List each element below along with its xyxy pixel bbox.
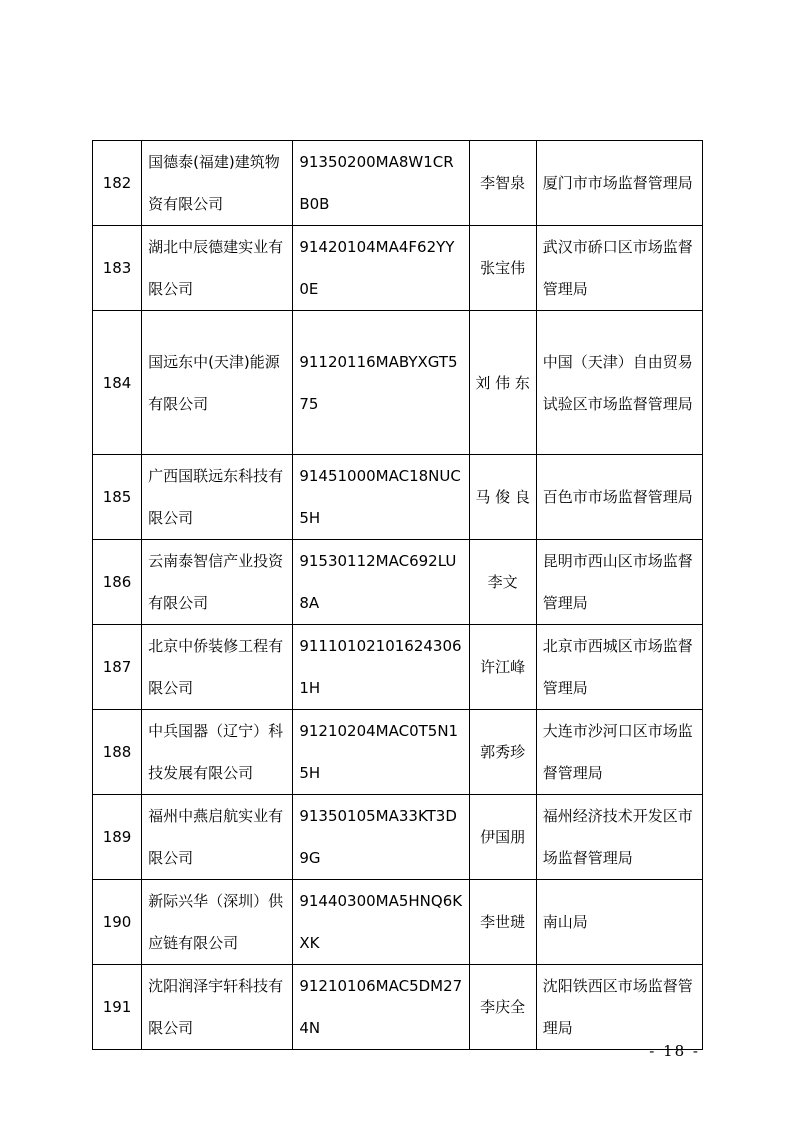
table-row	[93, 880, 703, 965]
table-row	[93, 625, 703, 710]
table-row	[93, 311, 703, 455]
legal-person: 李世琎	[480, 913, 526, 931]
registration-agency: 南山局	[542, 913, 588, 931]
registration-agency: 中国（天津）自由贸易试验区市场监督管理局	[542, 352, 693, 413]
registration-agency: 武汉市硚口区市场监督管理局	[542, 238, 693, 298]
table-row	[93, 965, 703, 1050]
row-number: 188	[93, 710, 142, 795]
legal-person: 李庆全	[480, 998, 526, 1016]
credit-code: 91350105MA33KT3D9G	[299, 807, 457, 867]
company-name: 北京中侨装修工程有限公司	[148, 637, 284, 697]
company-name: 新际兴华（深圳）供应链有限公司	[148, 892, 284, 952]
table-row	[93, 226, 703, 311]
legal-person: 李文	[487, 573, 518, 591]
legal-person: 张宝伟	[480, 259, 526, 277]
credit-code: 91451000MAC18NUC5H	[299, 467, 461, 527]
page-number: - 18 -	[649, 1042, 700, 1060]
company-name: 国远东中(天津)能源有限公司	[148, 352, 280, 413]
registration-agency: 大连市沙河口区市场监督管理局	[542, 722, 693, 782]
row-number: 187	[93, 625, 142, 710]
registration-agency: 百色市市场监督管理局	[542, 488, 693, 506]
row-number: 186	[93, 540, 142, 625]
row-number: 189	[93, 795, 142, 880]
row-number: 183	[93, 226, 142, 311]
company-name: 国德泰(福建)建筑物资有限公司	[148, 153, 280, 213]
company-name: 湖北中辰德建实业有限公司	[148, 238, 284, 298]
table-row	[93, 540, 703, 625]
row-number: 184	[93, 311, 142, 455]
credit-code: 91530112MAC692LU8A	[299, 552, 457, 612]
row-number: 182	[93, 141, 142, 226]
company-name: 沈阳润泽宇轩科技有限公司	[148, 977, 284, 1037]
credit-code: 91420104MA4F62YY0E	[299, 238, 455, 298]
credit-code: 91350200MA8W1CRB0B	[299, 153, 454, 213]
legal-person: 李智泉	[480, 174, 526, 192]
company-name: 福州中燕启航实业有限公司	[148, 807, 284, 867]
table-row	[93, 141, 703, 226]
legal-person: 伊国朋	[480, 828, 526, 846]
company-name: 广西国联远东科技有限公司	[148, 467, 284, 527]
row-number: 191	[93, 965, 142, 1050]
registration-agency: 昆明市西山区市场监督管理局	[542, 552, 693, 612]
row-number: 190	[93, 880, 142, 965]
registration-agency: 沈阳铁西区市场监督管理局	[542, 977, 693, 1037]
company-name: 中兵国器（辽宁）科技发展有限公司	[148, 722, 284, 782]
credit-code: 91120116MABYXGT575	[299, 352, 458, 413]
registration-agency: 北京市西城区市场监督管理局	[542, 637, 693, 697]
table-row	[93, 795, 703, 880]
table-row	[93, 710, 703, 795]
registration-agency: 厦门市市场监督管理局	[542, 174, 693, 192]
credit-code: 91210204MAC0T5N15H	[299, 722, 459, 782]
legal-person: 许江峰	[480, 658, 526, 676]
legal-person: 马 俊 良	[475, 488, 530, 506]
registry-table	[92, 140, 703, 1050]
legal-person: 郭秀珍	[480, 743, 526, 761]
row-number: 185	[93, 455, 142, 540]
company-name: 云南泰智信产业投资有限公司	[148, 552, 284, 612]
registration-agency: 福州经济技术开发区市场监督管理局	[542, 807, 693, 867]
credit-code: 91440300MA5HNQ6KXK	[299, 892, 463, 952]
legal-person: 刘 伟 东	[475, 373, 530, 392]
table-row	[93, 455, 703, 540]
credit-code: 911101021016243061H	[299, 637, 462, 697]
credit-code: 91210106MAC5DM274N	[299, 977, 463, 1037]
